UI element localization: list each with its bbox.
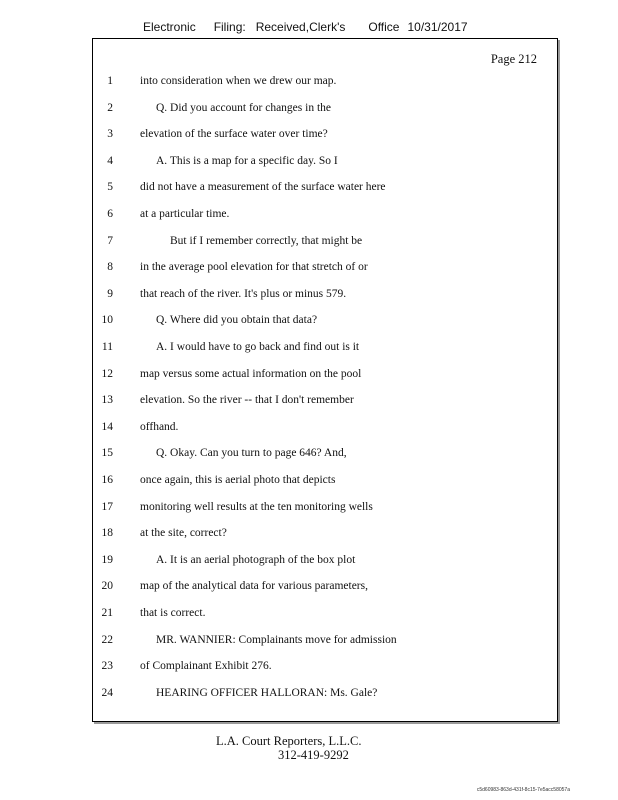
line-number: 1 bbox=[107, 75, 113, 87]
line-text: A. This is a map for a specific day. So I bbox=[156, 154, 338, 167]
line-number: 14 bbox=[101, 420, 113, 433]
filing-header-electronic: Electronic bbox=[143, 20, 196, 34]
line-number: 20 bbox=[101, 580, 113, 593]
line-number: 3 bbox=[107, 128, 113, 141]
line-number: 9 bbox=[107, 287, 113, 300]
line-number: 13 bbox=[101, 394, 113, 407]
filing-header-received: Received,Clerk's bbox=[255, 20, 346, 34]
transcript-page-frame bbox=[92, 38, 558, 722]
line-text: map versus some actual information on the pool bbox=[140, 367, 362, 380]
line-number: 21 bbox=[101, 607, 113, 619]
line-number: 12 bbox=[101, 367, 113, 380]
line-text: A. It is an aerial photograph of the box plot bbox=[156, 553, 356, 566]
filing-header-date: 10/31/2017 bbox=[407, 20, 468, 34]
line-text: Q. Okay. Can you turn to page 646? And, bbox=[156, 447, 347, 460]
line-number: 16 bbox=[101, 474, 113, 486]
line-number: 4 bbox=[107, 154, 113, 167]
line-number: 8 bbox=[107, 261, 113, 274]
line-text: elevation. So the river -- that I don't remember bbox=[140, 394, 354, 407]
line-number: 18 bbox=[101, 527, 113, 540]
line-text: Q. Did you account for changes in the bbox=[156, 101, 332, 114]
line-number: 5 bbox=[107, 181, 113, 194]
line-text: But if I remember correctly, that might be bbox=[170, 234, 363, 247]
line-number: 11 bbox=[101, 341, 113, 353]
line-number: 23 bbox=[101, 660, 113, 673]
line-number: 19 bbox=[101, 553, 113, 566]
line-text: MR. WANNIER: Complainants move for admission bbox=[156, 633, 397, 646]
line-text: HEARING OFFICER HALLORAN: Ms. Gale? bbox=[156, 686, 378, 699]
line-number: 24 bbox=[101, 686, 113, 699]
line-text: did not have a measurement of the surface water here bbox=[140, 181, 386, 194]
line-text: in the average pool elevation for that stretch of or bbox=[140, 261, 368, 274]
line-text: that reach of the river. It's plus or minus 579. bbox=[140, 287, 347, 300]
page-number: Page 212 bbox=[490, 52, 537, 66]
line-number: 10 bbox=[101, 314, 113, 327]
line-number: 22 bbox=[101, 633, 113, 646]
line-text: that is correct. bbox=[140, 607, 206, 619]
line-text: map of the analytical data for various parameters, bbox=[140, 580, 368, 593]
line-number: 2 bbox=[107, 101, 113, 114]
filing-header-office: Office bbox=[368, 20, 400, 34]
line-number: 6 bbox=[107, 208, 113, 220]
line-text: offhand. bbox=[140, 420, 179, 433]
line-text: at the site, correct? bbox=[140, 527, 227, 540]
filing-header-filing: Filing: bbox=[213, 20, 246, 34]
line-text: elevation of the surface water over time? bbox=[140, 128, 328, 141]
line-text: Q. Where did you obtain that data? bbox=[156, 314, 318, 327]
line-text: of Complainant Exhibit 276. bbox=[140, 660, 272, 673]
court-reporter-name: L.A. Court Reporters, L.L.C. bbox=[216, 734, 362, 748]
line-number: 15 bbox=[101, 447, 113, 460]
line-number: 7 bbox=[107, 234, 113, 247]
line-text: into consideration when we drew our map. bbox=[140, 75, 337, 87]
line-text: at a particular time. bbox=[140, 208, 230, 220]
line-text: monitoring well results at the ten monitoring wells bbox=[140, 500, 373, 513]
filing-header bbox=[143, 20, 468, 34]
document-id: c5d60983-863d-431f-8c15-7e5acc58057a bbox=[476, 787, 570, 793]
line-number: 17 bbox=[101, 500, 113, 513]
line-text: once again, this is aerial photo that depicts bbox=[140, 474, 336, 486]
court-reporter-phone: 312-419-9292 bbox=[278, 748, 349, 762]
line-text: A. I would have to go back and find out is it bbox=[156, 341, 360, 353]
